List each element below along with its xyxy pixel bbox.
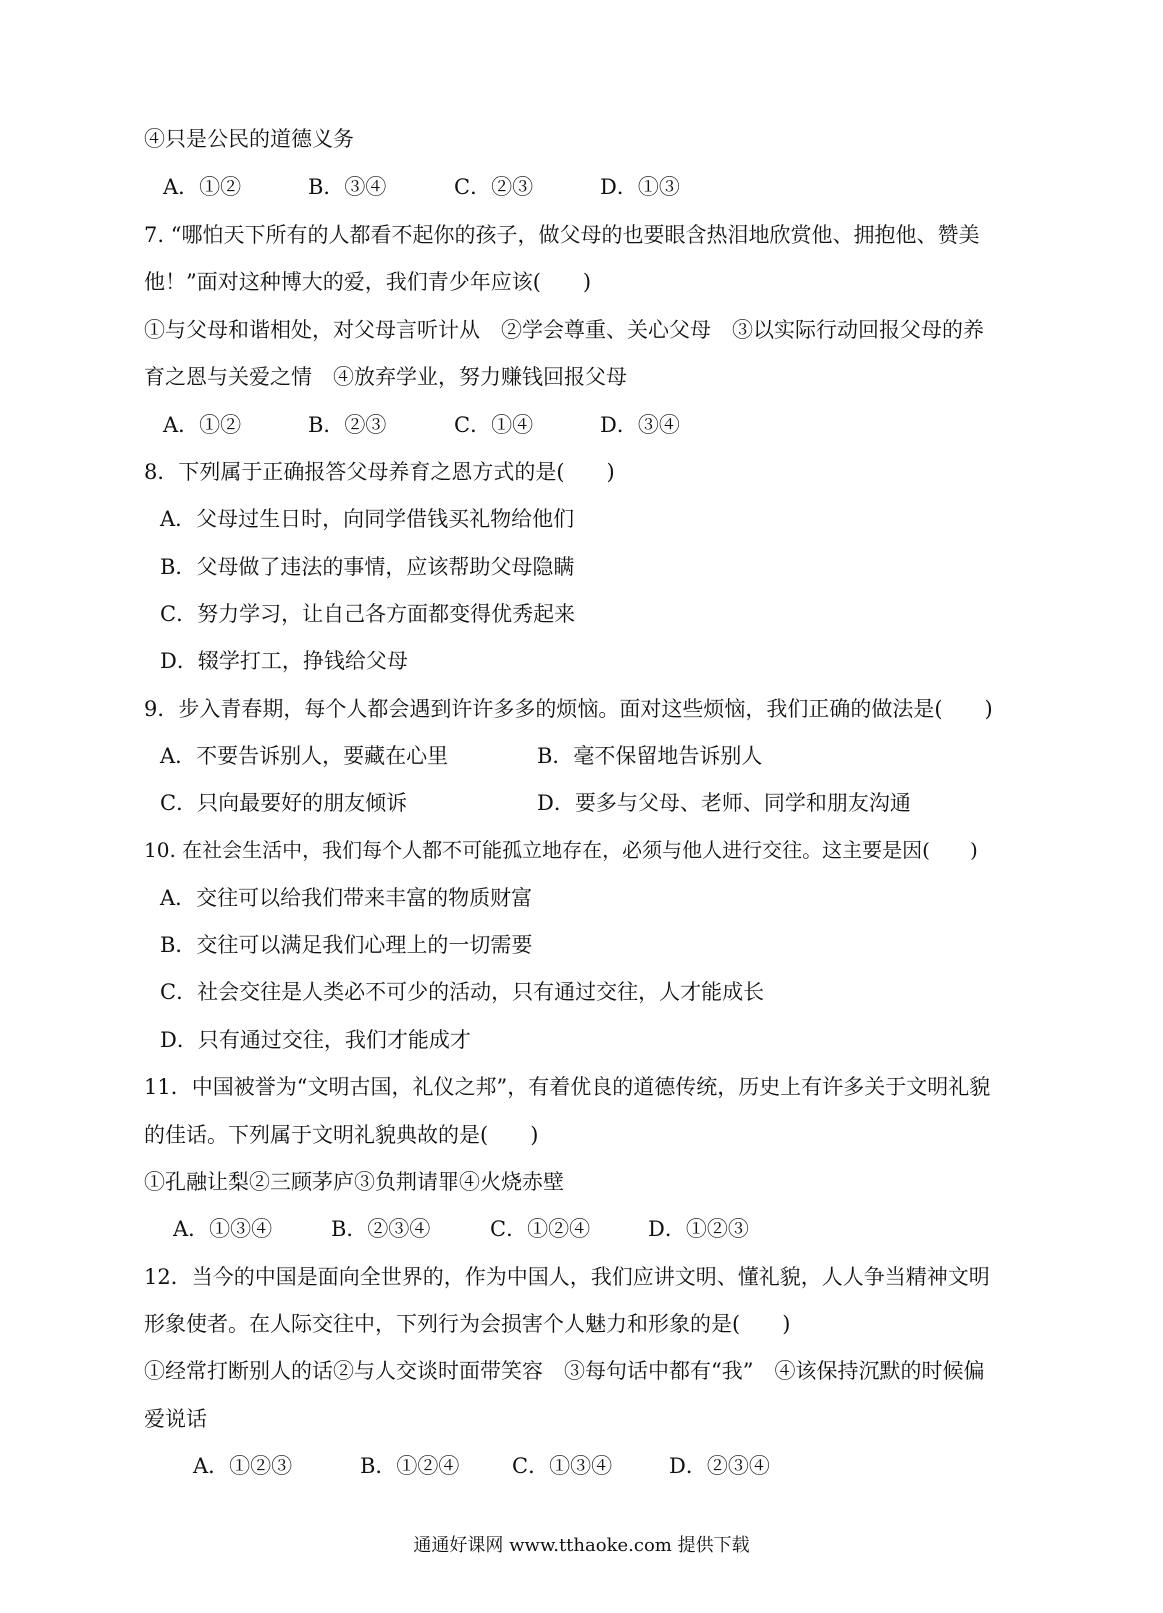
q11-options [0, 1214, 900, 1244]
q11-items: ①孔融让梨②三顾茅庐③负荆请罪④火烧赤壁 [144, 1170, 564, 1194]
q8-option-b: B．父母做了违法的事情，应该帮助父母隐瞒 [160, 555, 575, 579]
q12-stem-line-2: 形象使者。在人际交往中，下列行为会损害个人魅力和形象的是( ) [144, 1312, 791, 1336]
q9-stem: 9．步入青春期，每个人都会遇到许许多多的烦恼。面对这些烦恼，我们正确的做法是( ) [144, 697, 993, 721]
q7-option-a: A．①② [163, 413, 242, 437]
q10-stem: 10. 在社会生活中，我们每个人都不可能孤立地存在，必须与他人进行交往。这主要是因( ) [144, 838, 978, 862]
q11-stem-line-1: 11．中国被誉为“文明古国，礼仪之邦”，有着优良的道德传统，历史上有许多关于文明礼貌 [144, 1075, 991, 1099]
q9-option-a: A．不要告诉别人，要藏在心里 [160, 744, 449, 768]
q6-option-b: B．③④ [308, 175, 387, 199]
q8-option-d: D．辍学打工，挣钱给父母 [160, 649, 408, 673]
q8-option-c: C．努力学习，让自己各方面都变得优秀起来 [160, 602, 576, 626]
q9-option-d: D．要多与父母、老师、同学和朋友沟通 [537, 791, 911, 815]
q10-option-d: D．只有通过交往，我们才能成才 [160, 1028, 471, 1052]
q7-stem-line-1: 7. “哪怕天下所有的人都看不起你的孩子，做父母的也要眼含热泪地欣赏他、拥抱他、赞美 [144, 223, 980, 247]
q6-option-d: D．①③ [600, 175, 680, 199]
q10-option-b: B．交往可以满足我们心理上的一切需要 [160, 933, 533, 957]
q11-option-d: D．①②③ [648, 1217, 749, 1241]
q7-option-b: B．②③ [308, 413, 387, 437]
q6-option-c: C．②③ [454, 175, 534, 199]
q9-option-c: C．只向最要好的朋友倾诉 [160, 791, 408, 815]
q8-stem: 8．下列属于正确报答父母养育之恩方式的是( ) [144, 460, 615, 484]
q9-option-b: B．毫不保留地告诉别人 [537, 744, 763, 768]
q11-stem-line-2: 的佳话。下列属于文明礼貌典故的是( ) [144, 1123, 539, 1147]
q6-item-4: ④只是公民的道德义务 [144, 127, 354, 151]
q12-option-c: C．①③④ [512, 1454, 613, 1478]
q10-option-a: A．交往可以给我们带来丰富的物质财富 [160, 886, 533, 910]
q12-option-b: B．①②④ [360, 1454, 460, 1478]
q12-items-line-1: ①经常打断别人的话②与人交谈时面带笑容 ③每句话中都有“我” ④该保持沉默的时候偏 [144, 1359, 985, 1383]
q12-option-d: D．②③④ [669, 1454, 770, 1478]
q12-option-a: A．①②③ [193, 1454, 293, 1478]
q7-items-line-1: ①与父母和谐相处，对父母言听计从 ②学会尊重、关心父母 ③以实际行动回报父母的养 [144, 318, 984, 342]
page-footer: 通通好课网 www.tthaoke.com 提供下载 [413, 1535, 750, 1556]
q6-option-a: A．①② [163, 175, 242, 199]
q7-items-line-2: 育之恩与关爱之情 ④放弃学业，努力赚钱回报父母 [144, 365, 627, 389]
q9-options-row-2 [0, 788, 911, 818]
q11-option-b: B．②③④ [331, 1217, 431, 1241]
q7-stem-line-2: 他！”面对这种博大的爱，我们青少年应该( ) [144, 270, 592, 294]
q7-option-c: C．①④ [454, 413, 534, 437]
q7-option-d: D．③④ [600, 413, 680, 437]
q11-option-c: C．①②④ [490, 1217, 591, 1241]
q9-options-row-1 [0, 741, 900, 771]
q7-options [0, 410, 900, 440]
q12-options [0, 1451, 900, 1481]
q12-items-line-2: 爱说话 [144, 1407, 207, 1431]
q10-option-c: C．社会交往是人类必不可少的活动，只有通过交往，人才能成长 [160, 980, 765, 1004]
q8-option-a: A．父母过生日时，向同学借钱买礼物给他们 [160, 507, 575, 531]
q12-stem-line-1: 12．当今的中国是面向全世界的，作为中国人，我们应讲文明、懂礼貌，人人争当精神文明 [144, 1265, 990, 1289]
q6-options [0, 172, 900, 202]
q11-option-a: A．①③④ [173, 1217, 273, 1241]
